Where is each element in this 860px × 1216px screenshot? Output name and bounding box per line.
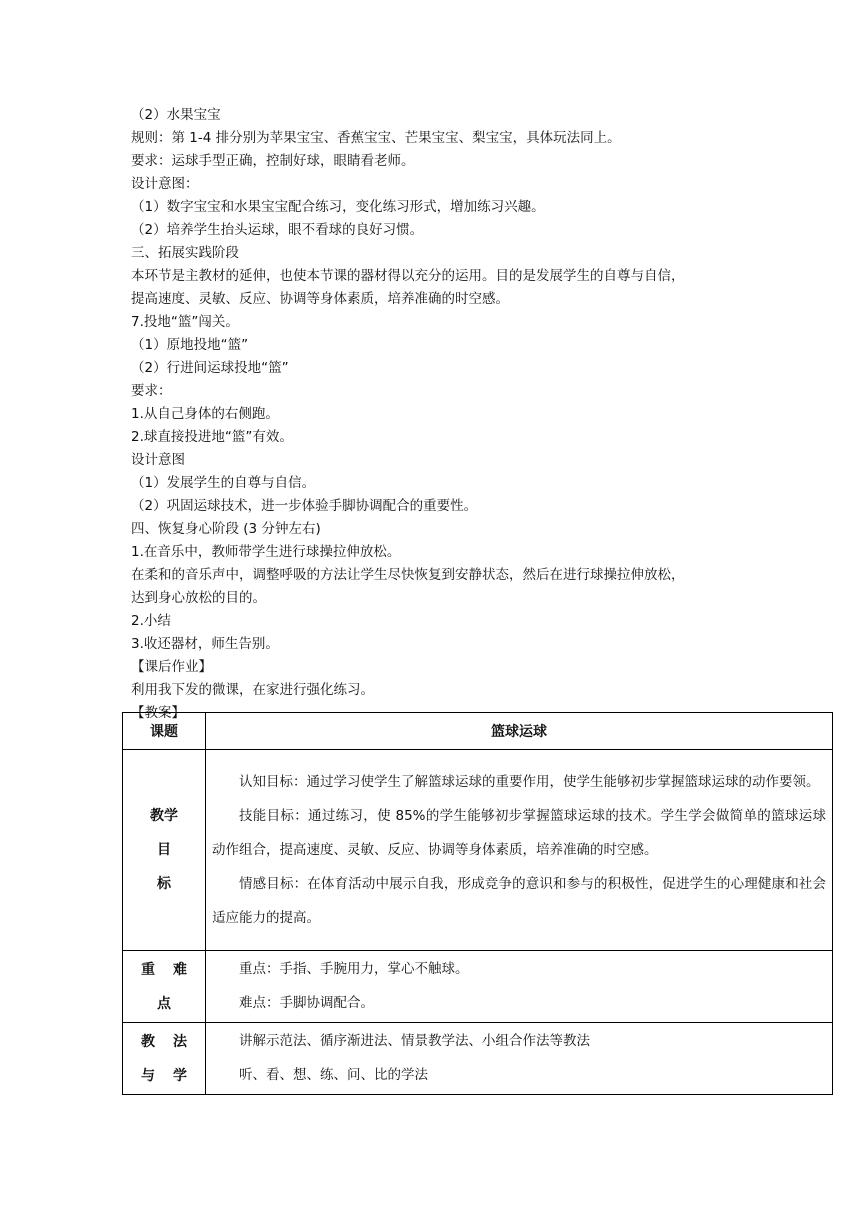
lesson-plan-table: [122, 712, 833, 1095]
body-line: 7.投地“篮”闯关。: [131, 314, 239, 330]
body-line: 2.球直接投进地“篮”有效。: [131, 429, 293, 445]
body-line: （2）水果宝宝: [131, 107, 221, 123]
lesson-title: 篮球运球: [206, 713, 833, 750]
body-line: 要求：运球手型正确，控制好球，眼睛看老师。: [131, 153, 415, 169]
label-line: 教法: [141, 1033, 205, 1050]
keypoints-cell: [206, 951, 833, 1023]
keypoints-label: [123, 951, 206, 1023]
section-heading: 四、恢复身心阶段 (3 分钟左右): [131, 521, 321, 537]
objectives-cell: [206, 750, 833, 951]
body-line: 规则：第 1-4 排分别为苹果宝宝、香蕉宝宝、芒果宝宝、梨宝宝，具体玩法同上。: [131, 130, 621, 146]
body-line: （2）行进间运球投地“篮”: [131, 360, 289, 376]
teaching-methods: 讲解示范法、循序渐进法、情景教学法、小组合作法等教法: [239, 1033, 590, 1049]
objectives-label: [123, 750, 206, 951]
body-line: 本环节是主教材的延伸，也使本节课的器材得以充分的运用。目的是发展学生的自尊与自信，: [131, 268, 685, 284]
body-line: （1）发展学生的自尊与自信。: [131, 475, 316, 491]
body-line: 提高速度、灵敏、反应、协调等身体素质，培养准确的时空感。: [131, 291, 509, 307]
table-row: [123, 713, 833, 750]
label-line: 目: [157, 842, 171, 858]
table-row: [123, 951, 833, 1023]
label-line: 教学: [150, 808, 178, 824]
section-heading: 三、拓展实践阶段: [131, 245, 239, 261]
key-point: 重点：手指、手腕用力，掌心不触球。: [239, 961, 469, 977]
body-line: 达到身心放松的目的。: [131, 590, 266, 606]
body-line: （1）数字宝宝和水果宝宝配合练习，变化练习形式，增加练习兴趣。: [131, 199, 545, 215]
label-line: 重难: [141, 961, 205, 978]
body-line: 1.在音乐中，教师带学生进行球操拉伸放松。: [131, 544, 401, 560]
label-line: 点: [157, 995, 171, 1012]
section-heading: 【教案】: [131, 705, 185, 721]
body-line: 设计意图: [131, 452, 185, 468]
cognitive-objective: 认知目标：通过学习使学生了解篮球运球的重要作用，使学生能够初步掌握篮球运球的动作要领。: [239, 773, 820, 790]
learning-methods: 听、看、想、练、问、比的学法: [239, 1067, 428, 1083]
affective-objective: 情感目标：在体育活动中展示自我，形成竞争的意识和参与的积极性，促进学生的心理健康和社会适应能力的提高。: [212, 875, 826, 926]
document-body: [131, 104, 771, 725]
label-line: 标: [157, 876, 171, 892]
body-line: （2）巩固运球技术，进一步体验手脚协调配合的重要性。: [131, 498, 478, 514]
body-line: （2）培养学生抬头运球，眼不看球的良好习惯。: [131, 222, 424, 238]
body-line: 在柔和的音乐声中，调整呼吸的方法让学生尽快恢复到安静状态，然后在进行球操拉伸放松，: [131, 567, 685, 583]
body-line: 利用我下发的微课，在家进行强化练习。: [131, 682, 374, 698]
body-line: 要求：: [131, 383, 172, 399]
body-line: 3.收还器材，师生告别。: [131, 636, 279, 652]
table-row: [123, 750, 833, 951]
body-line: 1.从自己身体的右侧跑。: [131, 406, 279, 422]
skill-objective: 技能目标：通过练习，使 85%的学生能够初步掌握篮球运球的技术。学生学会做简单的篮球运球动作组合，提高速度、灵敏、反应、协调等身体素质，培养准确的时空感。: [212, 807, 826, 858]
methods-cell: [206, 1023, 833, 1095]
methods-label: [123, 1023, 206, 1095]
table-row: [123, 1023, 833, 1095]
body-line: 2.小结: [131, 613, 171, 629]
label-line: 与学: [141, 1067, 205, 1084]
section-heading: 【课后作业】: [131, 659, 212, 675]
difficult-point: 难点：手脚协调配合。: [239, 995, 374, 1011]
body-line: （1）原地投地“篮”: [131, 337, 249, 353]
body-line: 设计意图：: [131, 176, 199, 192]
header-label: 课题: [123, 713, 206, 750]
